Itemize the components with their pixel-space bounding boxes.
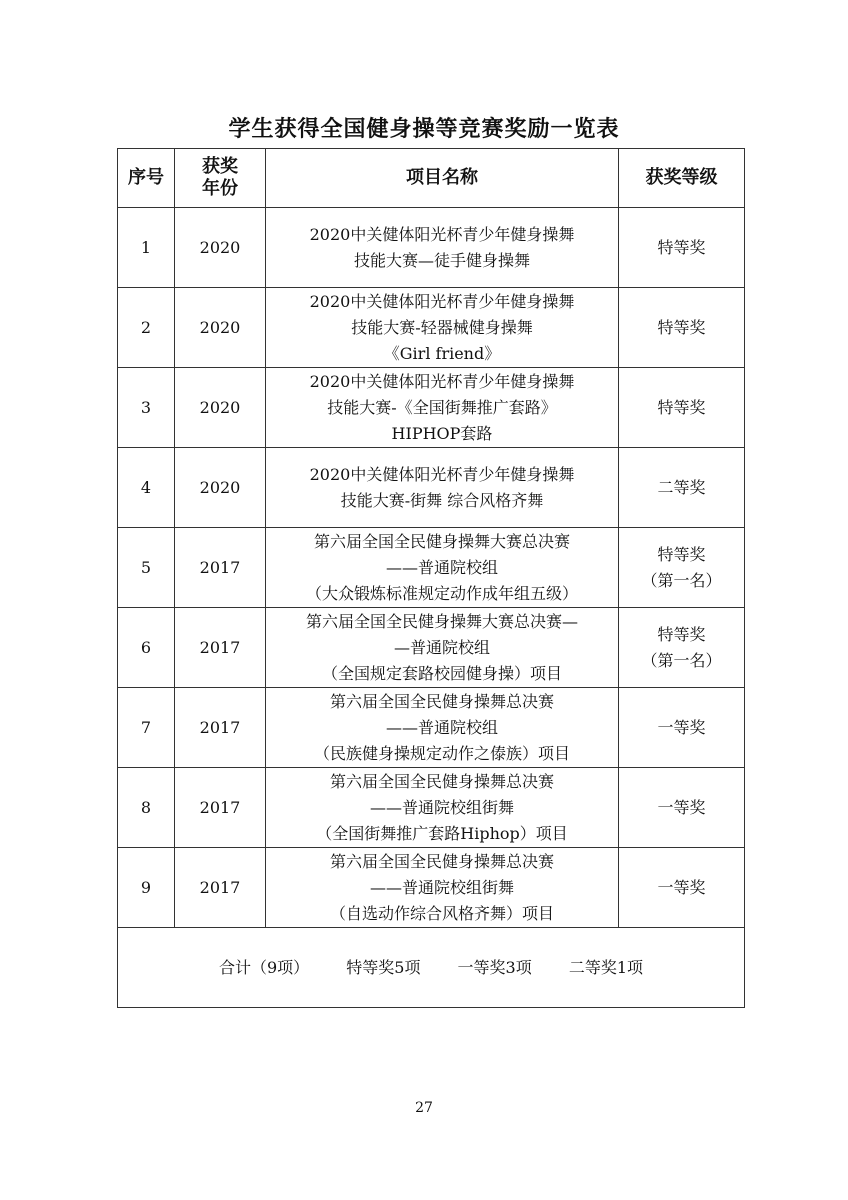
project-name-line: （全国街舞推广套路Hiphop）项目: [316, 823, 568, 843]
page-number: 27: [415, 1100, 433, 1116]
cell-award: [619, 688, 745, 768]
award-line: （第一名）: [641, 650, 722, 670]
table-row: [118, 768, 745, 848]
table-row: [118, 688, 745, 768]
award-line: 一等奖: [657, 717, 706, 737]
award-line: 一等奖: [657, 797, 706, 817]
cell-project-name: [266, 288, 619, 368]
cell-year: 2017: [175, 608, 266, 688]
project-name-line: （大众锻炼标准规定动作成年组五级）: [305, 583, 578, 603]
header-row: [118, 149, 745, 208]
header-award: 获奖等级: [619, 149, 745, 208]
cell-project-name: [266, 208, 619, 288]
header-year-line2: 年份: [202, 178, 238, 199]
cell-project-name: [266, 848, 619, 928]
cell-project-name: [266, 608, 619, 688]
table-row: [118, 288, 745, 368]
project-name-line: （自选动作综合风格齐舞）项目: [329, 903, 554, 923]
total-row: [118, 928, 745, 1008]
project-name-line: HIPHOP套路: [391, 423, 493, 443]
total-special: 特等奖5项: [346, 957, 421, 977]
cell-project-name: [266, 768, 619, 848]
cell-award: [619, 608, 745, 688]
table-row: [118, 368, 745, 448]
project-name-line: ——普通院校组: [385, 557, 498, 577]
award-line: 一等奖: [657, 877, 706, 897]
cell-no: 8: [118, 768, 175, 848]
table-row: [118, 848, 745, 928]
project-name-line: 第六届全国全民健身操舞总决赛: [329, 691, 554, 711]
award-line: 特等奖: [657, 317, 706, 337]
table-row: [118, 528, 745, 608]
cell-project-name: [266, 528, 619, 608]
project-name-line: 技能大赛-街舞 综合风格齐舞: [340, 490, 544, 510]
cell-year: 2017: [175, 768, 266, 848]
total-cell: [118, 928, 745, 1008]
award-line: 二等奖: [657, 477, 706, 497]
project-name-line: 技能大赛-《全国街舞推广套路》: [327, 397, 557, 417]
header-name: 项目名称: [266, 149, 619, 208]
total-second: 二等奖1项: [568, 957, 644, 977]
cell-award: [619, 448, 745, 528]
award-line: 特等奖: [657, 544, 706, 564]
total-count: 合计（9项）: [218, 957, 310, 977]
table-row: [118, 448, 745, 528]
cell-project-name: [266, 688, 619, 768]
project-name-line: ——普通院校组街舞: [369, 797, 514, 817]
project-name-line: 第六届全国全民健身操舞总决赛: [329, 771, 554, 791]
project-name-line: 《Girl friend》: [383, 343, 501, 363]
cell-no: 4: [118, 448, 175, 528]
cell-award: [619, 368, 745, 448]
cell-award: [619, 208, 745, 288]
project-name-line: 2020中关健体阳光杯青少年健身操舞: [309, 371, 575, 391]
cell-year: 2020: [175, 208, 266, 288]
cell-award: [619, 528, 745, 608]
project-name-line: （全国规定套路校园健身操）项目: [321, 663, 562, 683]
cell-no: 6: [118, 608, 175, 688]
header-no: 序号: [118, 149, 175, 208]
project-name-line: ——普通院校组: [385, 717, 498, 737]
project-name-line: ——普通院校组街舞: [369, 877, 514, 897]
cell-year: 2020: [175, 288, 266, 368]
cell-no: 2: [118, 288, 175, 368]
cell-year: 2020: [175, 368, 266, 448]
cell-project-name: [266, 448, 619, 528]
project-name-line: 第六届全国全民健身操舞大赛总决赛—: [305, 611, 578, 631]
cell-no: 9: [118, 848, 175, 928]
table-row: [118, 608, 745, 688]
cell-no: 7: [118, 688, 175, 768]
cell-no: 5: [118, 528, 175, 608]
project-name-line: 2020中关健体阳光杯青少年健身操舞: [309, 291, 575, 311]
project-name-line: 2020中关健体阳光杯青少年健身操舞: [309, 464, 575, 484]
award-line: 特等奖: [657, 397, 706, 417]
cell-year: 2017: [175, 528, 266, 608]
page-title: 学生获得全国健身操等竞赛奖励一览表: [228, 116, 620, 142]
award-line: （第一名）: [641, 570, 722, 590]
project-name-line: 技能大赛—徒手健身操舞: [353, 250, 530, 270]
header-year-line1: 获奖: [202, 156, 238, 177]
cell-project-name: [266, 368, 619, 448]
project-name-line: 2020中关健体阳光杯青少年健身操舞: [309, 224, 575, 244]
cell-year: 2017: [175, 688, 266, 768]
project-name-line: 第六届全国全民健身操舞总决赛: [329, 851, 554, 871]
award-line: 特等奖: [657, 237, 706, 257]
award-line: 特等奖: [657, 624, 706, 644]
header-year: [175, 149, 266, 208]
table-body: [118, 208, 745, 928]
table-row: [118, 208, 745, 288]
awards-table: [117, 148, 745, 1008]
cell-no: 1: [118, 208, 175, 288]
project-name-line: （民族健身操规定动作之傣族）项目: [313, 743, 570, 763]
project-name-line: 第六届全国全民健身操舞大赛总决赛: [313, 531, 570, 551]
cell-award: [619, 848, 745, 928]
total-first: 一等奖3项: [457, 957, 532, 977]
project-name-line: —普通院校组: [393, 637, 490, 657]
cell-award: [619, 768, 745, 848]
cell-no: 3: [118, 368, 175, 448]
cell-year: 2017: [175, 848, 266, 928]
project-name-line: 技能大赛-轻器械健身操舞: [351, 317, 533, 337]
cell-award: [619, 288, 745, 368]
cell-year: 2020: [175, 448, 266, 528]
